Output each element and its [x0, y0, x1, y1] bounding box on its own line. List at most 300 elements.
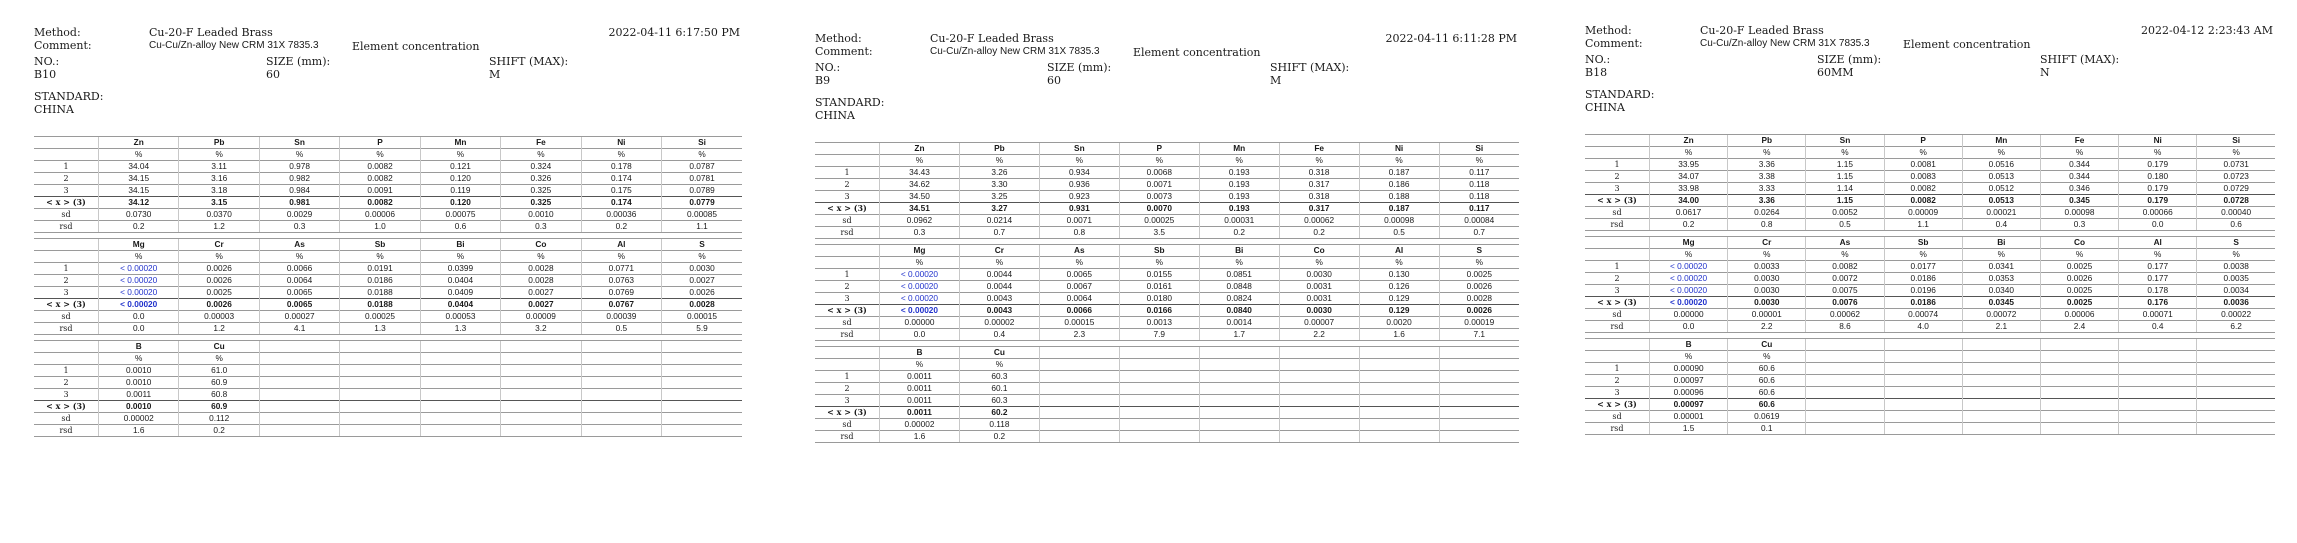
empty-cell [2040, 363, 2118, 375]
empty-cell [1199, 371, 1279, 383]
value-cell: 0.0824 [1199, 293, 1279, 305]
data-row [1585, 321, 2275, 333]
empty-cell [1279, 359, 1359, 371]
report-datetime: 2022-04-11 6:17:50 PM [608, 26, 740, 39]
average-row [34, 197, 742, 209]
value-cell: 0.4 [2119, 321, 2197, 333]
data-row [34, 377, 742, 389]
value-cell: 0.00039 [581, 311, 661, 323]
empty-cell [1806, 375, 1884, 387]
value-cell: 7.9 [1119, 329, 1199, 341]
value-cell: 0.0082 [340, 173, 420, 185]
data-row [1585, 387, 2275, 399]
value-cell: 60.6 [1728, 387, 1806, 399]
row-label: < x > (3) [815, 407, 880, 419]
empty-cell [2040, 423, 2118, 435]
empty-cell [259, 365, 339, 377]
row-label: 1 [1585, 363, 1650, 375]
value-cell: 1.2 [179, 221, 259, 233]
empty-cell [1279, 347, 1359, 359]
value-cell: 0.0013 [1119, 317, 1199, 329]
data-row [1585, 207, 2275, 219]
value-cell: 0.0264 [1728, 207, 1806, 219]
empty-cell [1806, 339, 1884, 351]
value-cell: 0.174 [581, 173, 661, 185]
value-cell: 7.1 [1439, 329, 1519, 341]
unit-cell: % [179, 149, 259, 161]
value-cell: 0.0044 [959, 281, 1039, 293]
value-cell: 0.0011 [880, 371, 960, 383]
empty-cell [501, 353, 581, 365]
data-row [1585, 159, 2275, 171]
value-cell: 0.00062 [1806, 309, 1884, 321]
empty-cell [501, 425, 581, 437]
value-cell: 3.38 [1728, 171, 1806, 183]
standard-label: STANDARD: [34, 90, 104, 103]
value-cell: 0.0082 [1884, 183, 1962, 195]
empty-cell [2040, 411, 2118, 423]
empty-cell [1439, 395, 1519, 407]
value-cell: 0.0030 [1728, 297, 1806, 309]
empty-cell [1119, 395, 1199, 407]
value-cell: 8.6 [1806, 321, 1884, 333]
element-name: As [1039, 245, 1119, 257]
empty-cell [1962, 375, 2040, 387]
empty-cell [2040, 387, 2118, 399]
value-cell: 0.0 [99, 323, 179, 335]
value-cell: 0.5 [1359, 227, 1439, 239]
empty-cell [340, 377, 420, 389]
row-label: rsd [34, 323, 99, 335]
value-cell: 0.0027 [501, 299, 581, 311]
element-name: Al [581, 239, 661, 251]
value-cell: 0.188 [1359, 191, 1439, 203]
value-cell: 0.0011 [880, 395, 960, 407]
element-name: Ni [1359, 143, 1439, 155]
data-row [34, 263, 742, 275]
empty-cell [420, 389, 500, 401]
row-label: rsd [34, 425, 99, 437]
element-name: Sb [340, 239, 420, 251]
value-cell: 1.2 [179, 323, 259, 335]
empty-cell [2197, 339, 2275, 351]
value-cell: 0.00022 [2197, 309, 2275, 321]
value-cell: 0.0010 [501, 209, 581, 221]
row-label: 3 [34, 389, 99, 401]
unit-cell: % [1806, 147, 1884, 159]
value-cell: 0.325 [501, 185, 581, 197]
unit-cell: % [880, 257, 960, 269]
element-name: Cu [959, 347, 1039, 359]
unit-cell: % [2040, 249, 2118, 261]
element-name: Sb [1884, 237, 1962, 249]
unit-cell: % [340, 251, 420, 263]
element-name: Mg [99, 239, 179, 251]
element-name: Mg [1650, 237, 1728, 249]
data-row [34, 287, 742, 299]
value-cell: 60.8 [179, 389, 259, 401]
value-cell: 0.00000 [880, 317, 960, 329]
value-cell: 0.00053 [420, 311, 500, 323]
value-cell: 3.27 [959, 203, 1039, 215]
value-cell: < 0.00020 [880, 269, 960, 281]
unit-cell: % [501, 251, 581, 263]
empty-cell [1962, 411, 2040, 423]
value-cell: 0.00025 [1119, 215, 1199, 227]
empty-cell [1359, 431, 1439, 443]
empty-cell [1279, 371, 1359, 383]
shift-value: M [1270, 74, 1282, 87]
value-cell: 0.0082 [1806, 261, 1884, 273]
standard-label: STANDARD: [1585, 88, 1655, 101]
value-cell: 0.0071 [1119, 179, 1199, 191]
element-header-row [815, 245, 1519, 257]
value-cell: 0.00040 [2197, 207, 2275, 219]
unit-row [815, 257, 1519, 269]
value-cell: 0.00096 [1650, 387, 1728, 399]
value-cell: 0.118 [1439, 191, 1519, 203]
empty-cell [259, 353, 339, 365]
value-cell: 1.6 [1359, 329, 1439, 341]
empty-cell [1359, 383, 1439, 395]
element-name: B [1650, 339, 1728, 351]
value-cell: 0.982 [259, 173, 339, 185]
unit-cell: % [1650, 147, 1728, 159]
empty-cell [1359, 419, 1439, 431]
value-cell: < 0.00020 [1650, 261, 1728, 273]
value-cell: 0.3 [880, 227, 960, 239]
value-cell: 0.00090 [1650, 363, 1728, 375]
value-cell: 0.318 [1279, 191, 1359, 203]
data-row [34, 221, 742, 233]
report-datetime: 2022-04-12 2:23:43 AM [2140, 24, 2273, 37]
value-cell: 0.0029 [259, 209, 339, 221]
corner-cell [34, 353, 99, 365]
empty-cell [1806, 411, 1884, 423]
value-cell: 3.26 [959, 167, 1039, 179]
unit-cell: % [1359, 155, 1439, 167]
empty-cell [1359, 407, 1439, 419]
value-cell: 0.112 [179, 413, 259, 425]
data-row [815, 419, 1519, 431]
value-cell: 0.931 [1039, 203, 1119, 215]
corner-cell [815, 143, 880, 155]
empty-cell [1439, 431, 1519, 443]
empty-cell [1884, 399, 1962, 411]
element-table [34, 238, 742, 335]
element-name: Mn [420, 137, 500, 149]
empty-cell [259, 425, 339, 437]
value-cell: 0.346 [2040, 183, 2118, 195]
unit-cell: % [2197, 249, 2275, 261]
value-cell: 0.0030 [662, 263, 742, 275]
empty-cell [420, 401, 500, 413]
empty-cell [1439, 419, 1519, 431]
size-value: 60 [1047, 74, 1061, 87]
row-label: 1 [34, 365, 99, 377]
row-label: 1 [34, 161, 99, 173]
empty-cell [1884, 423, 1962, 435]
element-name: Fe [501, 137, 581, 149]
unit-row [34, 149, 742, 161]
unit-cell: % [880, 155, 960, 167]
unit-cell: % [662, 251, 742, 263]
value-cell: 0.0027 [662, 275, 742, 287]
element-name: Bi [1962, 237, 2040, 249]
value-cell: 3.16 [179, 173, 259, 185]
corner-cell [1585, 147, 1650, 159]
element-table [815, 244, 1519, 341]
data-row [815, 179, 1519, 191]
average-row [1585, 297, 2275, 309]
value-cell: 0.129 [1359, 293, 1439, 305]
row-label: rsd [1585, 219, 1650, 231]
element-name: Zn [1650, 135, 1728, 147]
element-name: Cr [1728, 237, 1806, 249]
element-table [1585, 338, 2275, 435]
element-name: Cr [179, 239, 259, 251]
empty-cell [1119, 371, 1199, 383]
value-cell: 0.0962 [880, 215, 960, 227]
value-cell: 0.0033 [1728, 261, 1806, 273]
empty-cell [662, 389, 742, 401]
element-name: Al [2119, 237, 2197, 249]
value-cell: 0.0 [2119, 219, 2197, 231]
unit-cell: % [581, 149, 661, 161]
empty-cell [2040, 375, 2118, 387]
value-cell: 0.117 [1439, 167, 1519, 179]
value-cell: 0.00003 [179, 311, 259, 323]
row-label: sd [1585, 309, 1650, 321]
value-cell: 0.00015 [1039, 317, 1119, 329]
empty-cell [1962, 351, 2040, 363]
empty-cell [662, 425, 742, 437]
value-cell: 0.0083 [1884, 171, 1962, 183]
unit-cell: % [1884, 147, 1962, 159]
report-header [815, 16, 1519, 142]
element-name: Cr [959, 245, 1039, 257]
row-label: rsd [815, 431, 880, 443]
value-cell: 0.0064 [259, 275, 339, 287]
value-cell: 0.0066 [259, 263, 339, 275]
value-cell: 3.15 [179, 197, 259, 209]
unit-cell: % [880, 359, 960, 371]
corner-cell [1585, 135, 1650, 147]
unit-cell: % [959, 359, 1039, 371]
data-row [1585, 375, 2275, 387]
element-name: As [259, 239, 339, 251]
value-cell: 0.0409 [420, 287, 500, 299]
shift-value: N [2040, 66, 2050, 79]
value-cell: 60.3 [959, 371, 1039, 383]
value-cell: 3.18 [179, 185, 259, 197]
element-name: Ni [581, 137, 661, 149]
value-cell: 0.0191 [340, 263, 420, 275]
unit-cell: % [1962, 249, 2040, 261]
unit-cell: % [1439, 155, 1519, 167]
element-name: Sn [1039, 143, 1119, 155]
value-cell: 0.0789 [662, 185, 742, 197]
value-cell: 4.1 [259, 323, 339, 335]
value-cell: 0.2 [1279, 227, 1359, 239]
value-cell: 0.0031 [1279, 293, 1359, 305]
element-name: P [1884, 135, 1962, 147]
method-label: Method: [34, 26, 81, 39]
value-cell: 0.179 [2119, 195, 2197, 207]
extra-label: Element concentration [352, 40, 480, 53]
value-cell: 0.0065 [1039, 269, 1119, 281]
empty-cell [420, 377, 500, 389]
data-row [34, 185, 742, 197]
element-name: Co [501, 239, 581, 251]
element-name: Mn [1199, 143, 1279, 155]
empty-cell [340, 365, 420, 377]
report-panel-3 [1585, 8, 2275, 440]
value-cell: 0.0034 [2197, 285, 2275, 297]
comment-label: Comment: [1585, 37, 1643, 50]
empty-cell [1199, 431, 1279, 443]
value-cell: 0.0011 [880, 407, 960, 419]
empty-cell [1962, 423, 2040, 435]
value-cell: 0.0513 [1962, 171, 2040, 183]
row-label: sd [34, 209, 99, 221]
value-cell: < 0.00020 [1650, 297, 1728, 309]
value-cell: 0.0026 [1439, 305, 1519, 317]
unit-cell: % [340, 149, 420, 161]
value-cell: 0.0073 [1119, 191, 1199, 203]
empty-cell [2119, 363, 2197, 375]
row-label: sd [815, 317, 880, 329]
value-cell: 0.0769 [581, 287, 661, 299]
average-row [1585, 195, 2275, 207]
unit-cell: % [1650, 351, 1728, 363]
unit-cell: % [1439, 257, 1519, 269]
empty-cell [1806, 399, 1884, 411]
unit-cell: % [959, 257, 1039, 269]
value-cell: 3.36 [1728, 195, 1806, 207]
shift-label: SHIFT (MAX): [489, 55, 569, 68]
empty-cell [1962, 363, 2040, 375]
value-cell: 0.0781 [662, 173, 742, 185]
element-name: As [1806, 237, 1884, 249]
average-row [1585, 399, 2275, 411]
unit-cell: % [179, 353, 259, 365]
value-cell: 0.0516 [1962, 159, 2040, 171]
empty-cell [581, 353, 661, 365]
unit-row [1585, 249, 2275, 261]
value-cell: 0.00006 [340, 209, 420, 221]
empty-cell [259, 413, 339, 425]
value-cell: 0.00001 [1650, 411, 1728, 423]
value-cell: 0.0 [99, 311, 179, 323]
comment-label: Comment: [815, 45, 873, 58]
row-label: 1 [815, 269, 880, 281]
value-cell: 0.344 [2040, 159, 2118, 171]
corner-cell [815, 155, 880, 167]
element-name: Pb [959, 143, 1039, 155]
unit-cell: % [99, 251, 179, 263]
element-name: Sb [1119, 245, 1199, 257]
data-row [815, 281, 1519, 293]
value-cell: 2.3 [1039, 329, 1119, 341]
value-cell: 0.8 [1728, 219, 1806, 231]
data-row [815, 191, 1519, 203]
value-cell: 0.0075 [1806, 285, 1884, 297]
empty-cell [1884, 375, 1962, 387]
corner-cell [1585, 351, 1650, 363]
empty-cell [581, 341, 661, 353]
empty-cell [2119, 351, 2197, 363]
unit-cell: % [2197, 147, 2275, 159]
value-cell: < 0.00020 [99, 275, 179, 287]
empty-cell [259, 389, 339, 401]
value-cell: 0.0030 [1728, 273, 1806, 285]
empty-cell [1439, 407, 1519, 419]
data-row [815, 293, 1519, 305]
corner-cell [1585, 339, 1650, 351]
value-cell: 0.193 [1199, 179, 1279, 191]
value-cell: 0.1 [1728, 423, 1806, 435]
value-cell: 0.344 [2040, 171, 2118, 183]
row-label: 1 [1585, 159, 1650, 171]
value-cell: 0.2 [99, 221, 179, 233]
empty-cell [2119, 387, 2197, 399]
row-label: 3 [1585, 285, 1650, 297]
unit-cell: % [259, 149, 339, 161]
empty-cell [2197, 399, 2275, 411]
empty-cell [1806, 423, 1884, 435]
value-cell: 5.9 [662, 323, 742, 335]
empty-cell [1439, 371, 1519, 383]
empty-cell [340, 401, 420, 413]
value-cell: 0.6 [2197, 219, 2275, 231]
value-cell: 0.00002 [959, 317, 1039, 329]
empty-cell [259, 341, 339, 353]
row-label: < x > (3) [1585, 297, 1650, 309]
shift-label: SHIFT (MAX): [2040, 53, 2120, 66]
corner-cell [34, 341, 99, 353]
average-row [815, 407, 1519, 419]
row-label: rsd [815, 329, 880, 341]
empty-cell [1806, 363, 1884, 375]
value-cell: 0.0082 [1884, 195, 1962, 207]
value-cell: 0.180 [2119, 171, 2197, 183]
report-header [34, 10, 742, 136]
empty-cell [1279, 395, 1359, 407]
value-cell: 3.2 [501, 323, 581, 335]
value-cell: 0.0025 [2040, 285, 2118, 297]
empty-cell [581, 413, 661, 425]
unit-cell: % [2119, 147, 2197, 159]
value-cell: 0.0851 [1199, 269, 1279, 281]
value-cell: 0.0026 [179, 263, 259, 275]
value-cell: 1.1 [662, 221, 742, 233]
unit-cell: % [99, 353, 179, 365]
element-name: B [880, 347, 960, 359]
value-cell: 0.0070 [1119, 203, 1199, 215]
corner-cell [815, 347, 880, 359]
value-cell: 1.6 [99, 425, 179, 437]
empty-cell [1359, 371, 1439, 383]
unit-cell: % [1359, 257, 1439, 269]
data-row [34, 389, 742, 401]
unit-cell: % [1279, 155, 1359, 167]
value-cell: 0.0161 [1119, 281, 1199, 293]
size-label: SIZE (mm): [1817, 53, 1882, 66]
unit-cell: % [99, 149, 179, 161]
value-cell: 0.0177 [1884, 261, 1962, 273]
value-cell: 0.0779 [662, 197, 742, 209]
